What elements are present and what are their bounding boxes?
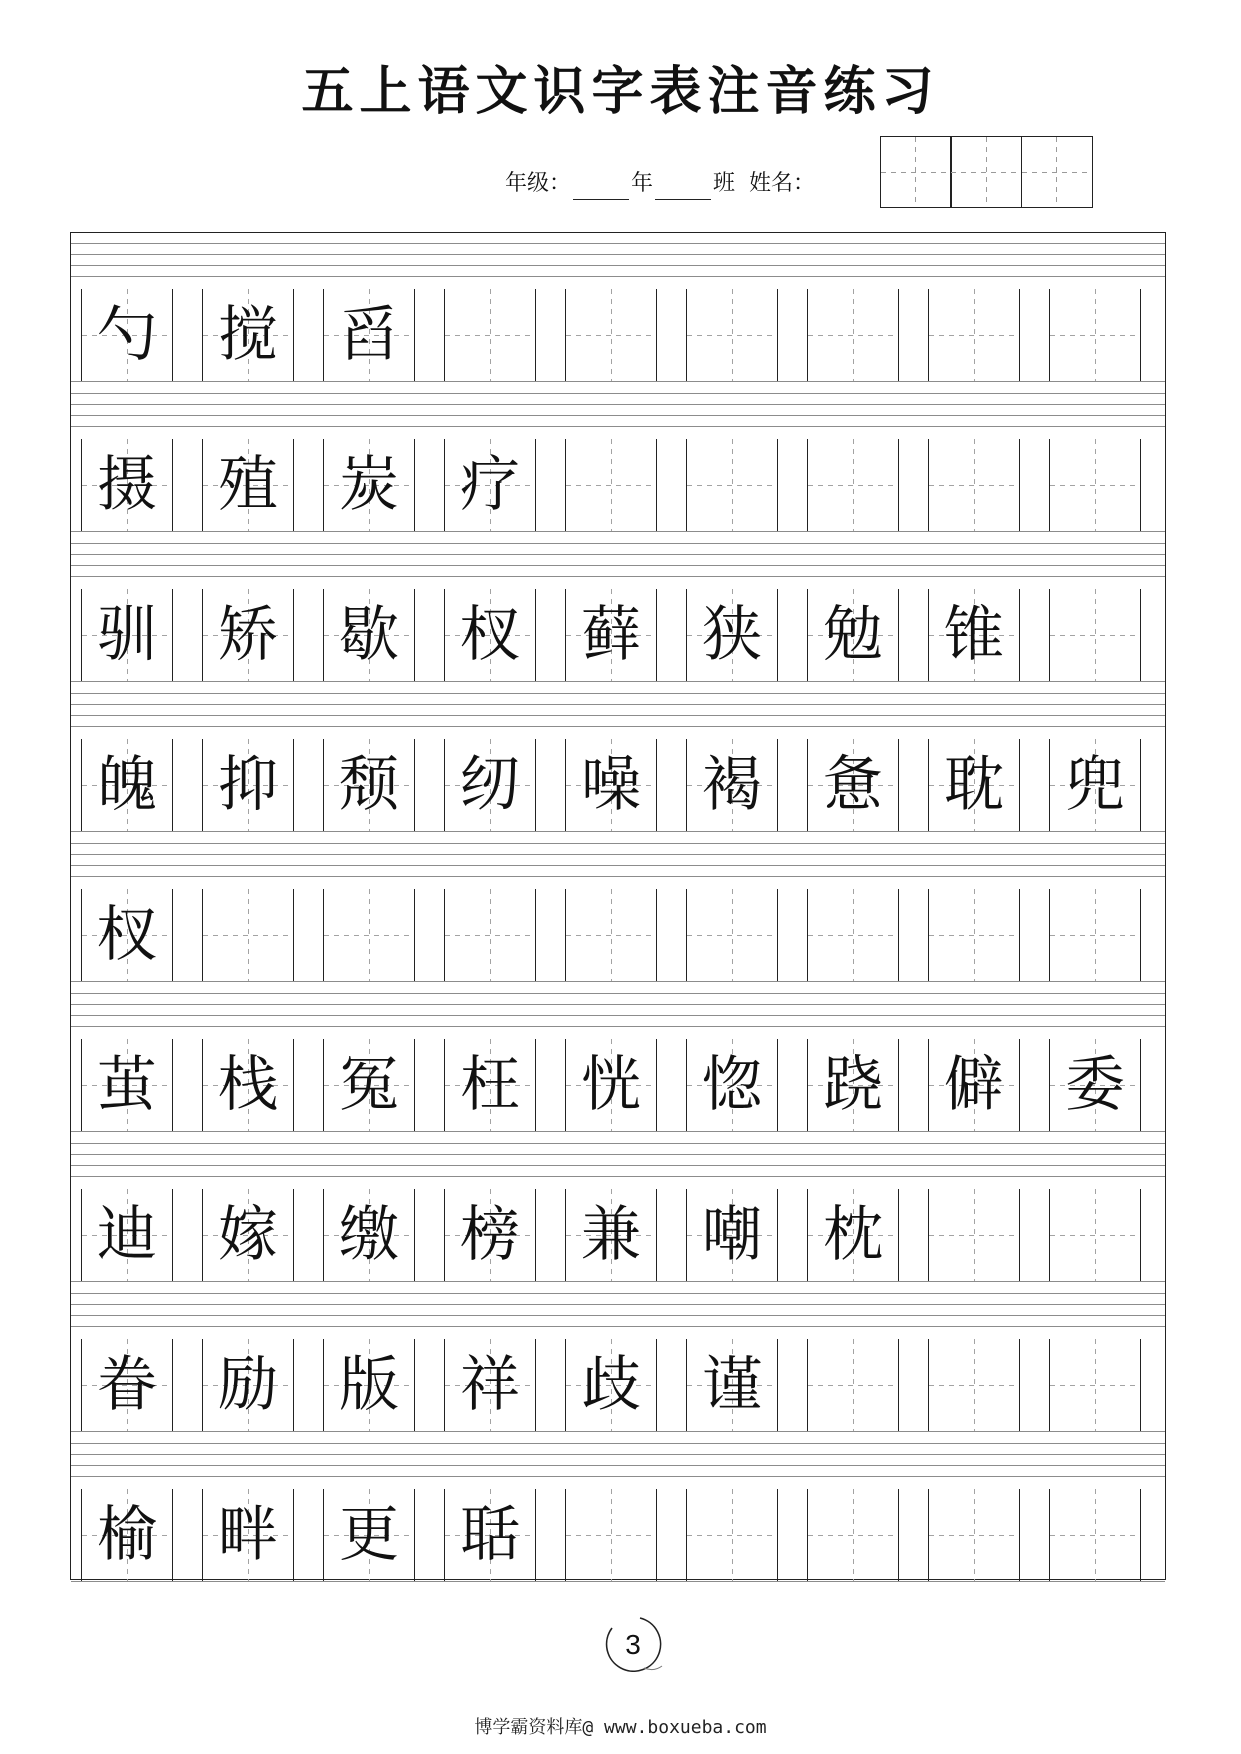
character-cell [686, 739, 778, 831]
character-text: 嫁 [218, 1200, 278, 1270]
empty-character-cell[interactable] [928, 889, 1020, 981]
empty-character-cell[interactable] [1049, 1489, 1141, 1581]
pinyin-line [71, 715, 1165, 716]
empty-character-cell[interactable] [807, 1339, 899, 1431]
character-cell [202, 289, 294, 381]
character-cell [565, 739, 657, 831]
character-cell [444, 739, 536, 831]
character-text: 藓 [581, 600, 641, 670]
character-text: 疗 [460, 450, 520, 520]
character-cell [323, 1489, 415, 1581]
empty-character-cell[interactable] [444, 289, 536, 381]
pinyin-line [71, 693, 1165, 694]
character-cell [444, 1489, 536, 1581]
character-text [687, 439, 777, 531]
empty-character-cell[interactable] [928, 1339, 1020, 1431]
empty-character-cell[interactable] [928, 439, 1020, 531]
character-cell [323, 739, 415, 831]
empty-character-cell[interactable] [807, 439, 899, 531]
pinyin-line [71, 415, 1165, 416]
character-text [929, 1189, 1019, 1281]
row-bottom-line [71, 531, 1165, 532]
character-text: 杈 [460, 600, 520, 670]
character-text [324, 889, 414, 981]
character-text: 跷 [823, 1050, 883, 1120]
character-text [808, 289, 898, 381]
character-text: 迪 [97, 1200, 157, 1270]
character-text [1050, 1489, 1140, 1581]
empty-character-cell[interactable] [1049, 289, 1141, 381]
character-cell [565, 1039, 657, 1131]
pinyin-line [71, 1154, 1165, 1155]
row-bottom-line [71, 1131, 1165, 1132]
empty-character-cell[interactable] [565, 289, 657, 381]
character-cell [81, 1489, 173, 1581]
character-row [71, 1339, 1165, 1431]
character-cell [565, 1339, 657, 1431]
character-text: 歇 [339, 600, 399, 670]
character-text: 恍 [581, 1050, 641, 1120]
character-row [71, 289, 1165, 381]
character-cell [323, 1039, 415, 1131]
pinyin-line [71, 854, 1165, 855]
row-bottom-line [71, 831, 1165, 832]
character-text: 狭 [702, 600, 762, 670]
character-text: 更 [339, 1500, 399, 1570]
character-cell [202, 439, 294, 531]
pinyin-line [71, 393, 1165, 394]
name-box[interactable] [880, 136, 952, 208]
empty-character-cell[interactable] [1049, 589, 1141, 681]
character-text [566, 889, 656, 981]
character-text [445, 289, 535, 381]
character-row [71, 1189, 1165, 1281]
character-text [445, 889, 535, 981]
character-cell [565, 589, 657, 681]
character-text [929, 1489, 1019, 1581]
pinyin-line [71, 254, 1165, 255]
character-cell [81, 1039, 173, 1131]
character-text [1050, 289, 1140, 381]
pinyin-line [71, 554, 1165, 555]
grade-year-blank[interactable] [573, 175, 629, 200]
character-text: 勉 [823, 600, 883, 670]
year-label: 年 [631, 171, 654, 196]
character-text [566, 439, 656, 531]
pinyin-line [71, 1476, 1165, 1477]
pinyin-line [71, 404, 1165, 405]
character-text [808, 889, 898, 981]
character-row [71, 1039, 1165, 1131]
pinyin-line [71, 1326, 1165, 1327]
character-text: 勺 [97, 300, 157, 370]
empty-character-cell[interactable] [1049, 1189, 1141, 1281]
pinyin-line [71, 993, 1165, 994]
character-cell [444, 1039, 536, 1131]
character-text: 榜 [460, 1200, 520, 1270]
class-blank[interactable] [655, 175, 711, 200]
character-text: 噪 [581, 750, 641, 820]
empty-character-cell[interactable] [928, 289, 1020, 381]
character-cell [807, 1039, 899, 1131]
character-cell [686, 1189, 778, 1281]
character-text: 惫 [823, 750, 883, 820]
pinyin-line [71, 726, 1165, 727]
page-title: 五上语文识字表注音练习 [301, 61, 940, 122]
character-cell [81, 889, 173, 981]
row-bottom-line [71, 381, 1165, 382]
pinyin-line [71, 865, 1165, 866]
pinyin-line [71, 1293, 1165, 1294]
character-text [687, 289, 777, 381]
grade-label: 年级： [505, 171, 572, 196]
pinyin-line [71, 1143, 1165, 1144]
empty-character-cell[interactable] [686, 1489, 778, 1581]
character-cell [323, 439, 415, 531]
character-text: 矫 [218, 600, 278, 670]
row-bottom-line [71, 1581, 1165, 1582]
page-number: 3 [606, 1618, 660, 1672]
character-cell [928, 589, 1020, 681]
footer-watermark: 博学霸资料库@ www.boxueba.com [474, 1717, 767, 1738]
character-cell [686, 589, 778, 681]
character-cell [444, 1189, 536, 1281]
empty-character-cell[interactable] [928, 1189, 1020, 1281]
character-text: 嘲 [702, 1200, 762, 1270]
pinyin-line [71, 843, 1165, 844]
character-text [1050, 889, 1140, 981]
character-text: 僻 [944, 1050, 1004, 1120]
empty-character-cell[interactable] [565, 1489, 657, 1581]
name-box[interactable] [950, 136, 1022, 208]
character-text: 魄 [97, 750, 157, 820]
character-text: 兜 [1065, 750, 1125, 820]
character-row [71, 589, 1165, 681]
character-cell [323, 1189, 415, 1281]
character-text [808, 439, 898, 531]
character-text: 榆 [97, 1500, 157, 1570]
character-text: 褐 [702, 750, 762, 820]
empty-character-cell[interactable] [202, 889, 294, 981]
character-cell [1049, 739, 1141, 831]
character-text [929, 889, 1019, 981]
pinyin-line [71, 576, 1165, 577]
pinyin-line [71, 876, 1165, 877]
character-cell [1049, 1039, 1141, 1131]
pinyin-line [71, 1443, 1165, 1444]
character-text: 耽 [944, 750, 1004, 820]
character-text: 搅 [218, 300, 278, 370]
character-cell [444, 589, 536, 681]
character-text: 摄 [97, 450, 157, 520]
character-text: 殖 [218, 450, 278, 520]
character-cell [81, 589, 173, 681]
character-text: 锥 [944, 600, 1004, 670]
character-text: 兼 [581, 1200, 641, 1270]
character-cell [202, 739, 294, 831]
character-cell [81, 289, 173, 381]
empty-character-cell[interactable] [686, 289, 778, 381]
pinyin-line [71, 426, 1165, 427]
empty-character-cell[interactable] [686, 889, 778, 981]
character-text: 励 [218, 1350, 278, 1420]
character-text: 畔 [218, 1500, 278, 1570]
character-text [1050, 1189, 1140, 1281]
character-cell [323, 1339, 415, 1431]
pinyin-line [71, 1465, 1165, 1466]
character-text [808, 1339, 898, 1431]
pinyin-line [71, 1304, 1165, 1305]
character-text: 谨 [702, 1350, 762, 1420]
character-text: 颓 [339, 750, 399, 820]
pinyin-line [71, 1004, 1165, 1005]
character-text: 栈 [218, 1050, 278, 1120]
character-cell [928, 739, 1020, 831]
row-bottom-line [71, 1431, 1165, 1432]
character-row [71, 739, 1165, 831]
pinyin-line [71, 1165, 1165, 1166]
name-writing-boxes[interactable] [881, 136, 1093, 208]
empty-character-cell[interactable] [1049, 439, 1141, 531]
character-text [566, 289, 656, 381]
empty-character-cell[interactable] [928, 1489, 1020, 1581]
character-text: 聒 [460, 1500, 520, 1570]
name-box[interactable] [1021, 136, 1093, 208]
character-text: 茧 [97, 1050, 157, 1120]
character-text: 眷 [97, 1350, 157, 1420]
empty-character-cell[interactable] [565, 439, 657, 531]
character-text [566, 1489, 656, 1581]
character-text [929, 289, 1019, 381]
character-cell [928, 1039, 1020, 1131]
pinyin-line [71, 276, 1165, 277]
character-text: 纫 [460, 750, 520, 820]
pinyin-line [71, 1176, 1165, 1177]
empty-character-cell[interactable] [807, 289, 899, 381]
character-text: 冤 [339, 1050, 399, 1120]
pinyin-line [71, 1015, 1165, 1016]
character-text: 枕 [823, 1200, 883, 1270]
character-cell [686, 1039, 778, 1131]
character-cell [323, 289, 415, 381]
pinyin-line [71, 543, 1165, 544]
character-cell [565, 1189, 657, 1281]
character-text [687, 889, 777, 981]
pinyin-line [71, 1315, 1165, 1316]
character-text [1050, 1339, 1140, 1431]
empty-character-cell[interactable] [807, 1489, 899, 1581]
character-cell [81, 1189, 173, 1281]
character-row [71, 439, 1165, 531]
empty-character-cell[interactable] [323, 889, 415, 981]
character-cell [202, 1189, 294, 1281]
row-bottom-line [71, 981, 1165, 982]
character-text: 舀 [339, 300, 399, 370]
empty-character-cell[interactable] [565, 889, 657, 981]
empty-character-cell[interactable] [444, 889, 536, 981]
empty-character-cell[interactable] [1049, 1339, 1141, 1431]
character-text: 惚 [702, 1050, 762, 1120]
pinyin-practice-grid [70, 232, 1166, 1580]
pinyin-line [71, 704, 1165, 705]
pinyin-line [71, 565, 1165, 566]
character-cell [444, 1339, 536, 1431]
character-text: 枉 [460, 1050, 520, 1120]
character-cell [202, 589, 294, 681]
empty-character-cell[interactable] [807, 889, 899, 981]
pinyin-line [71, 1454, 1165, 1455]
empty-character-cell[interactable] [686, 439, 778, 531]
character-cell [202, 1339, 294, 1431]
character-row [71, 1489, 1165, 1581]
character-text [687, 1489, 777, 1581]
character-text [1050, 439, 1140, 531]
character-cell [81, 439, 173, 531]
character-text: 祥 [460, 1350, 520, 1420]
character-cell [807, 589, 899, 681]
character-cell [807, 739, 899, 831]
empty-character-cell[interactable] [1049, 889, 1141, 981]
character-cell [323, 589, 415, 681]
class-label: 班 [713, 171, 736, 196]
name-label: 姓名： [749, 171, 816, 196]
character-text: 杈 [97, 900, 157, 970]
character-cell [81, 1339, 173, 1431]
character-text [808, 1489, 898, 1581]
character-text: 歧 [581, 1350, 641, 1420]
row-bottom-line [71, 1281, 1165, 1282]
student-info-row [505, 168, 815, 200]
character-text: 抑 [218, 750, 278, 820]
pinyin-line [71, 243, 1165, 244]
character-row [71, 889, 1165, 981]
character-text: 炭 [339, 450, 399, 520]
character-text: 委 [1065, 1050, 1125, 1120]
character-text: 缴 [339, 1200, 399, 1270]
character-text: 驯 [97, 600, 157, 670]
character-cell [807, 1189, 899, 1281]
character-cell [444, 439, 536, 531]
character-cell [202, 1039, 294, 1131]
row-bottom-line [71, 681, 1165, 682]
character-text [929, 439, 1019, 531]
pinyin-line [71, 1026, 1165, 1027]
character-cell [81, 739, 173, 831]
character-text: 版 [339, 1350, 399, 1420]
character-text [1050, 589, 1140, 681]
character-cell [202, 1489, 294, 1581]
pinyin-line [71, 265, 1165, 266]
character-text [203, 889, 293, 981]
character-text [929, 1339, 1019, 1431]
character-cell [686, 1339, 778, 1431]
